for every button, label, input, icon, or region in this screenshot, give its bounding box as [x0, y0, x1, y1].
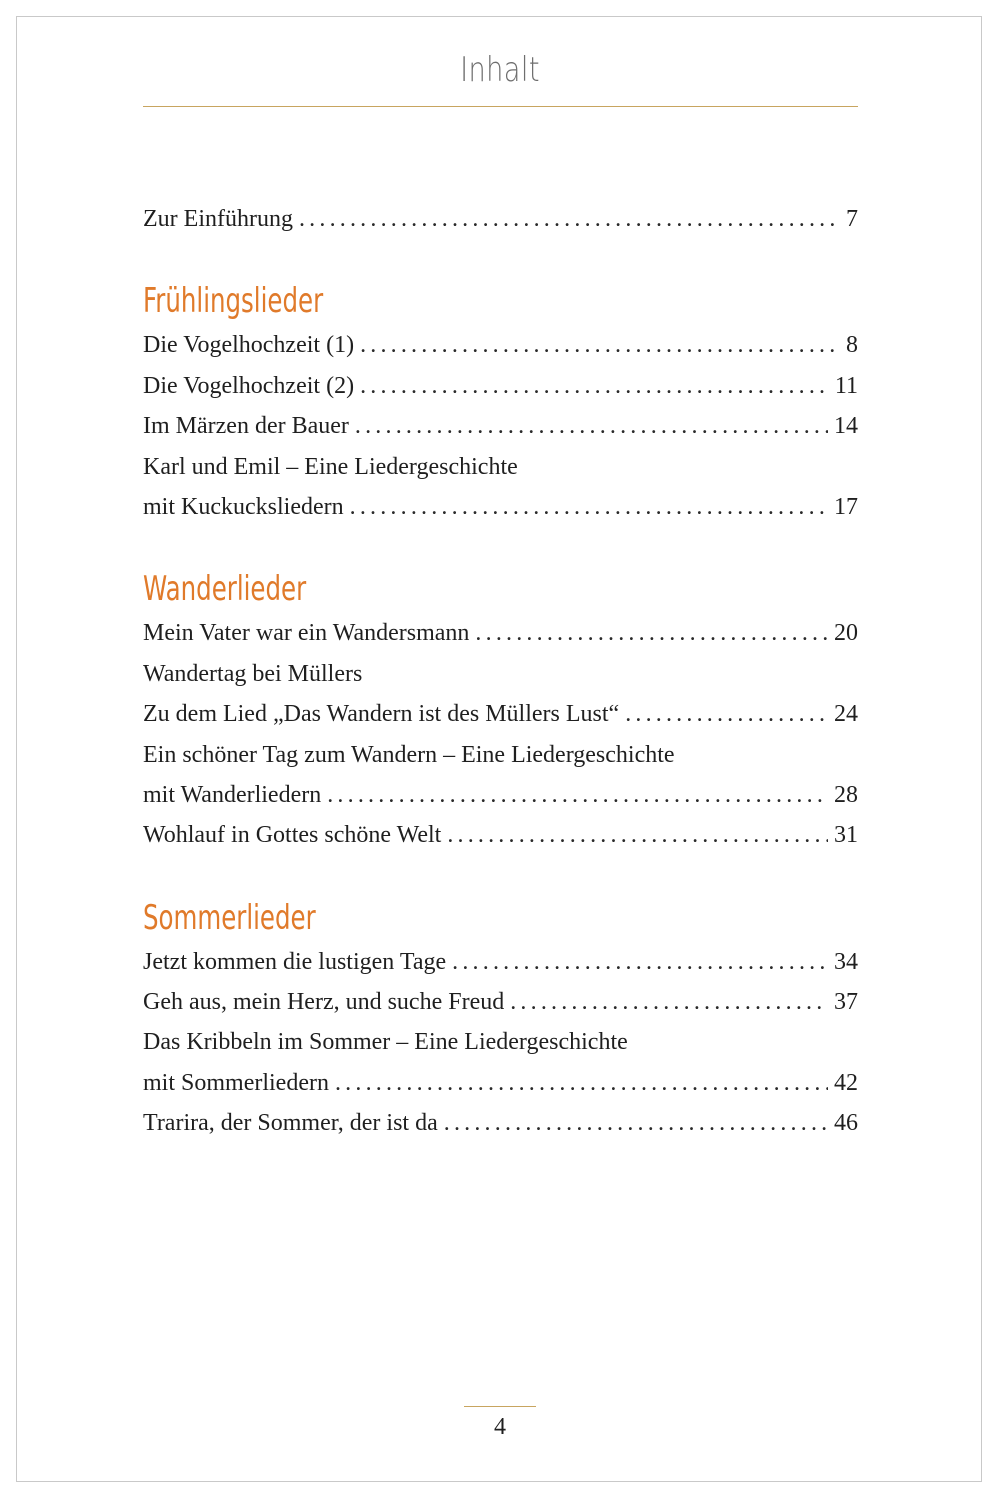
toc-entry[interactable]: [143, 325, 858, 365]
dot-leader: [299, 199, 840, 239]
section-heading: Sommerlieder: [143, 897, 316, 938]
toc-entry-label: Geh aus, mein Herz, und suche Freud: [143, 989, 505, 1016]
dot-leader: [444, 1103, 828, 1143]
toc-entry-page: 8: [846, 332, 858, 359]
toc-entry[interactable]: [143, 613, 858, 653]
dot-leader: [335, 1063, 828, 1103]
toc-entry-label: Trarira, der Sommer, der ist da: [143, 1110, 438, 1137]
toc-entry-page: 14: [834, 413, 858, 440]
dot-leader: [355, 406, 828, 446]
toc-entry-label: Die Vogelhochzeit (2): [143, 372, 355, 399]
toc-entry[interactable]: [143, 447, 858, 487]
footer-rule: [464, 1406, 536, 1407]
toc-entry[interactable]: [143, 487, 858, 527]
toc-entry-label: Ein schöner Tag zum Wandern – Eine Liedergeschichte: [143, 741, 675, 768]
dot-leader: [350, 487, 828, 527]
dot-leader: [360, 366, 829, 406]
dot-leader: [447, 815, 828, 855]
toc-entry-page: 42: [834, 1069, 858, 1096]
dot-leader: [452, 942, 828, 982]
toc-entry-page: 20: [834, 620, 858, 647]
toc-entry[interactable]: [143, 654, 858, 694]
toc-entry[interactable]: [143, 1103, 858, 1143]
toc-entry-page: 11: [834, 372, 858, 399]
toc-entry-label: Mein Vater war ein Wandersmann: [143, 620, 470, 647]
toc-entry[interactable]: [143, 982, 858, 1022]
toc-entry-page: 46: [834, 1110, 858, 1137]
page-number: 4: [494, 1414, 506, 1440]
toc-entry-label: Jetzt kommen die lustigen Tage: [143, 948, 447, 975]
toc-entry-page: 17: [834, 493, 858, 520]
table-of-contents: [143, 199, 858, 1144]
toc-entry-label: Das Kribbeln im Sommer – Eine Liedergeschichte: [143, 1029, 628, 1056]
toc-entry-label: mit Kuckucksliedern: [143, 493, 344, 520]
toc-entry-label: Die Vogelhochzeit (1): [143, 332, 355, 359]
title-rule: [143, 106, 858, 107]
toc-entry-label: Im Märzen der Bauer: [143, 413, 349, 440]
toc-entry-label: mit Sommerliedern: [143, 1069, 329, 1096]
dot-leader: [327, 775, 828, 815]
toc-entry[interactable]: [143, 1063, 858, 1103]
dot-leader: [475, 613, 828, 653]
toc-entry-label: Karl und Emil – Eine Liedergeschichte: [143, 453, 518, 480]
dot-leader: [360, 325, 840, 365]
toc-entry[interactable]: [143, 775, 858, 815]
toc-entry[interactable]: [143, 694, 858, 734]
toc-entry-label: Zu dem Lied „Das Wandern ist des Müllers Lust“: [143, 701, 620, 728]
toc-entry-page: 7: [846, 206, 858, 232]
toc-entry[interactable]: [143, 735, 858, 775]
toc-entry-intro[interactable]: [143, 199, 858, 239]
toc-entry[interactable]: [143, 815, 858, 855]
dot-leader: [625, 694, 828, 734]
toc-entry-page: 31: [834, 822, 858, 849]
toc-entry-page: 37: [834, 989, 858, 1016]
toc-entry-page: 24: [834, 701, 858, 728]
page-title: Inhalt: [460, 50, 540, 90]
toc-entry-label: mit Wanderliedern: [143, 781, 322, 808]
toc-entry[interactable]: [143, 366, 858, 406]
section-heading: Wanderlieder: [143, 569, 307, 610]
dot-leader: [510, 982, 828, 1022]
toc-entry-page: 28: [834, 781, 858, 808]
toc-entry[interactable]: [143, 1022, 858, 1062]
toc-entry-page: 34: [834, 948, 858, 975]
section-heading: Frühlingslieder: [143, 281, 324, 322]
toc-entry[interactable]: [143, 406, 858, 446]
toc-entry-label: Wandertag bei Müllers: [143, 660, 363, 687]
toc-entry-label: Wohlauf in Gottes schöne Welt: [143, 822, 442, 849]
toc-entry-label: Zur Einführung: [143, 206, 293, 232]
toc-entry[interactable]: [143, 942, 858, 982]
toc-sections: [143, 281, 858, 1143]
